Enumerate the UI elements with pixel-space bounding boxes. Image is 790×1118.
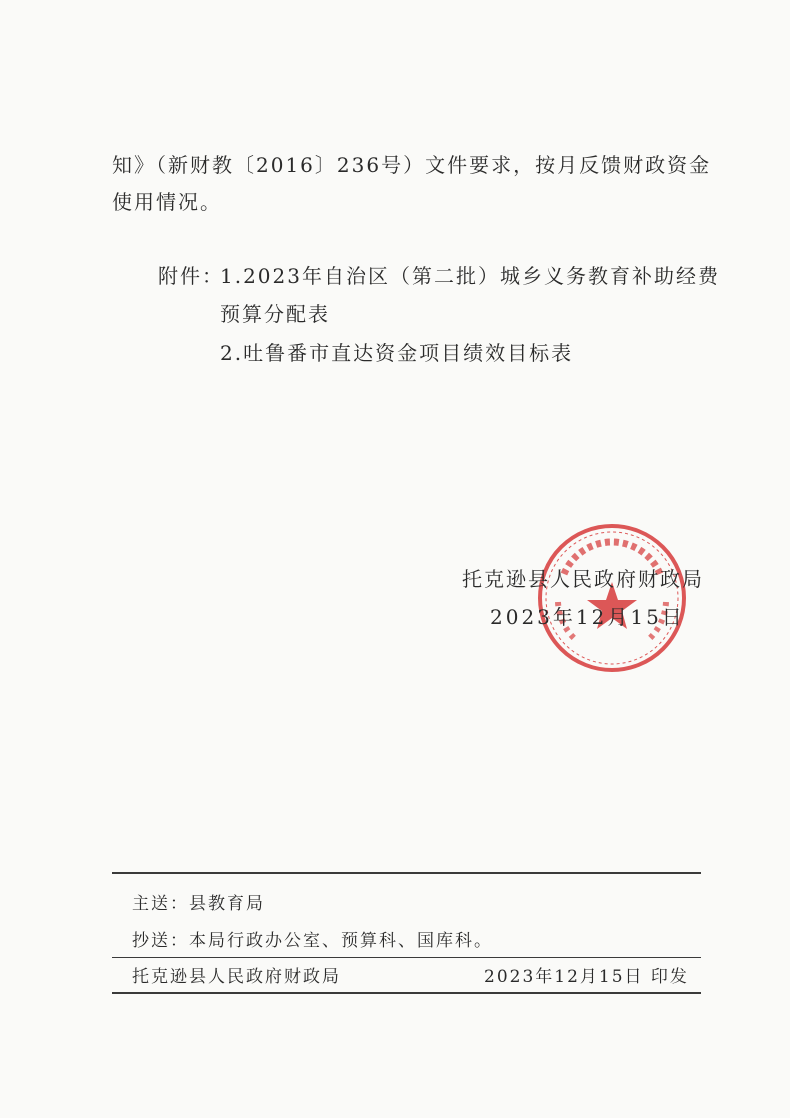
attachment-1-title-continued: 预算分配表 <box>220 302 330 326</box>
footer-top-rule <box>112 872 701 874</box>
red-star-seal-icon <box>536 522 688 674</box>
signing-date: 2023年12月15日 <box>490 605 685 629</box>
main-recipient: 主送：县教育局 <box>132 894 265 914</box>
attachment-2-title: 2.吐鲁番市直达资金项目绩效目标表 <box>220 341 574 365</box>
issuing-organization: 托克逊县人民政府财政局 <box>132 967 341 987</box>
cc-recipients: 抄送：本局行政办公室、预算科、国库科。 <box>132 931 493 951</box>
signing-organization: 托克逊县人民政府财政局 <box>462 567 704 591</box>
attachment-1-title: 1.2023年自治区（第二批）城乡义务教育补助经费 <box>220 264 720 288</box>
attachments-label: 附件： <box>158 264 224 288</box>
body-text-line-2: 使用情况。 <box>112 190 222 214</box>
footer-middle-rule <box>112 957 701 958</box>
body-text-line-1: 知》（新财教〔2016〕236号）文件要求，按月反馈财政资金 <box>112 153 712 177</box>
footer-bottom-rule <box>112 992 701 994</box>
issue-date: 2023年12月15日 印发 <box>484 967 689 987</box>
